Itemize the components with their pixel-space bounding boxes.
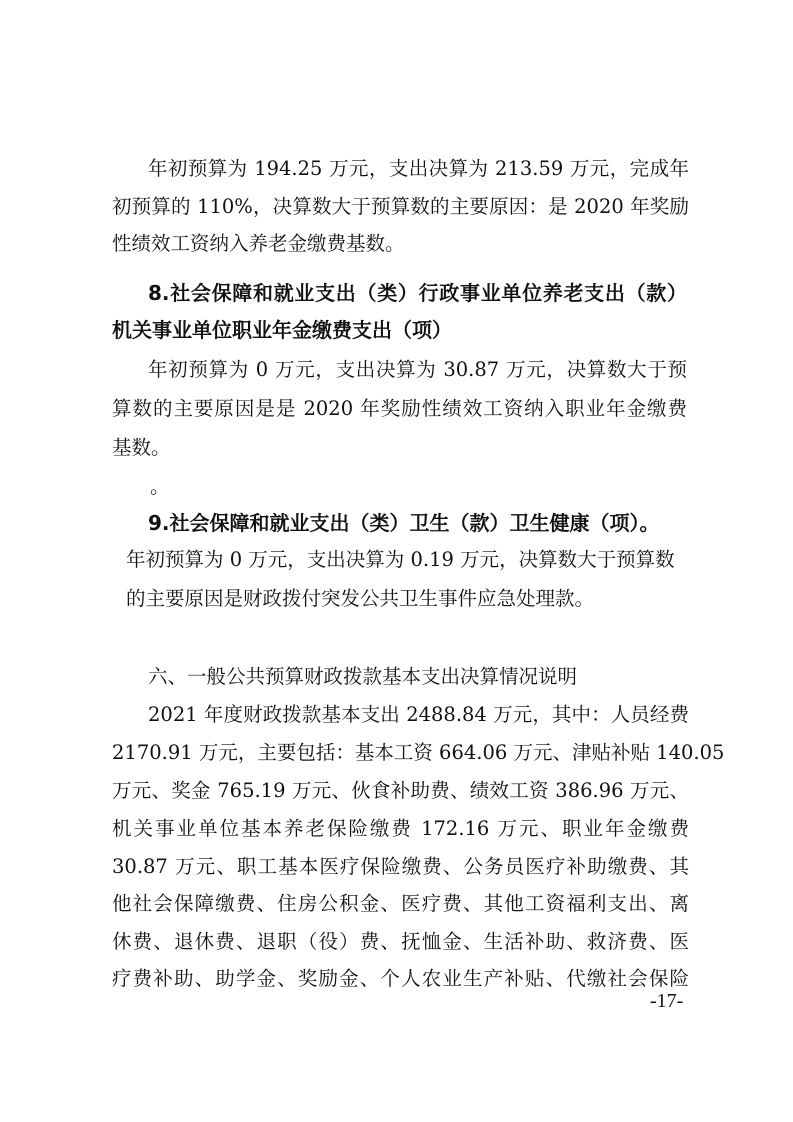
paragraph-line: 30.87 万元、职工基本医疗保险缴费、公务员医疗补助缴费、其 [112,855,689,878]
paragraph-line: 机关事业单位基本养老保险缴费 172.16 万元、职业年金缴费 [112,817,689,840]
paragraph-line: 初预算的 110%，决算数大于预算数的主要原因：是 2020 年奖励 [112,195,689,218]
paragraph-line: 年初预算为 194.25 万元，支出决算为 213.59 万元，完成年 [148,157,689,180]
paragraph-line: 性绩效工资纳入养老金缴费基数。 [112,232,405,255]
section-title: 六、一般公共预算财政拨款基本支出决算情况说明 [148,665,578,688]
paragraph-line: 年初预算为 0 万元，支出决算为 30.87 万元，决算数大于预 [148,358,687,381]
paragraph-line: 疗费补助、助学金、奖励金、个人农业生产补贴、代缴社会保险 [112,967,689,990]
paragraph-line: 2021 年度财政拨款基本支出 2488.84 万元，其中：人员经费 [148,703,689,726]
paragraph-line: 年初预算为 0 万元，支出决算为 0.19 万元，决算数大于预算数 [126,548,675,571]
paragraph-line: 他社会保障缴费、住房公积金、医疗费、其他工资福利支出、离 [112,892,689,915]
section-heading: 9.社会保障和就业支出（类）卫生（款）卫生健康（项）。 [148,511,660,535]
section-heading: 8.社会保障和就业支出（类）行政事业单位养老支出（款） [148,281,687,305]
page-number: -17- [650,990,684,1012]
paragraph-line: 的主要原因是财政拨付突发公共卫生事件应急处理款。 [126,587,595,610]
paragraph-line: 算数的主要原因是是 2020 年奖励性绩效工资纳入职业年金缴费 [112,397,687,420]
section-heading: 机关事业单位职业年金缴费支出（项） [112,318,452,342]
paragraph-line: 万元、奖金 765.19 万元、伙食补助费、绩效工资 386.96 万元、 [112,779,689,802]
paragraph-line: 2170.91 万元，主要包括：基本工资 664.06 万元、津贴补贴 140.05 [112,741,725,764]
paragraph-line: 基数。 [112,436,171,459]
punctuation-mark: 。 [150,475,170,498]
paragraph-line: 休费、退休费、退职（役）费、抚恤金、生活补助、救济费、医 [112,930,689,953]
